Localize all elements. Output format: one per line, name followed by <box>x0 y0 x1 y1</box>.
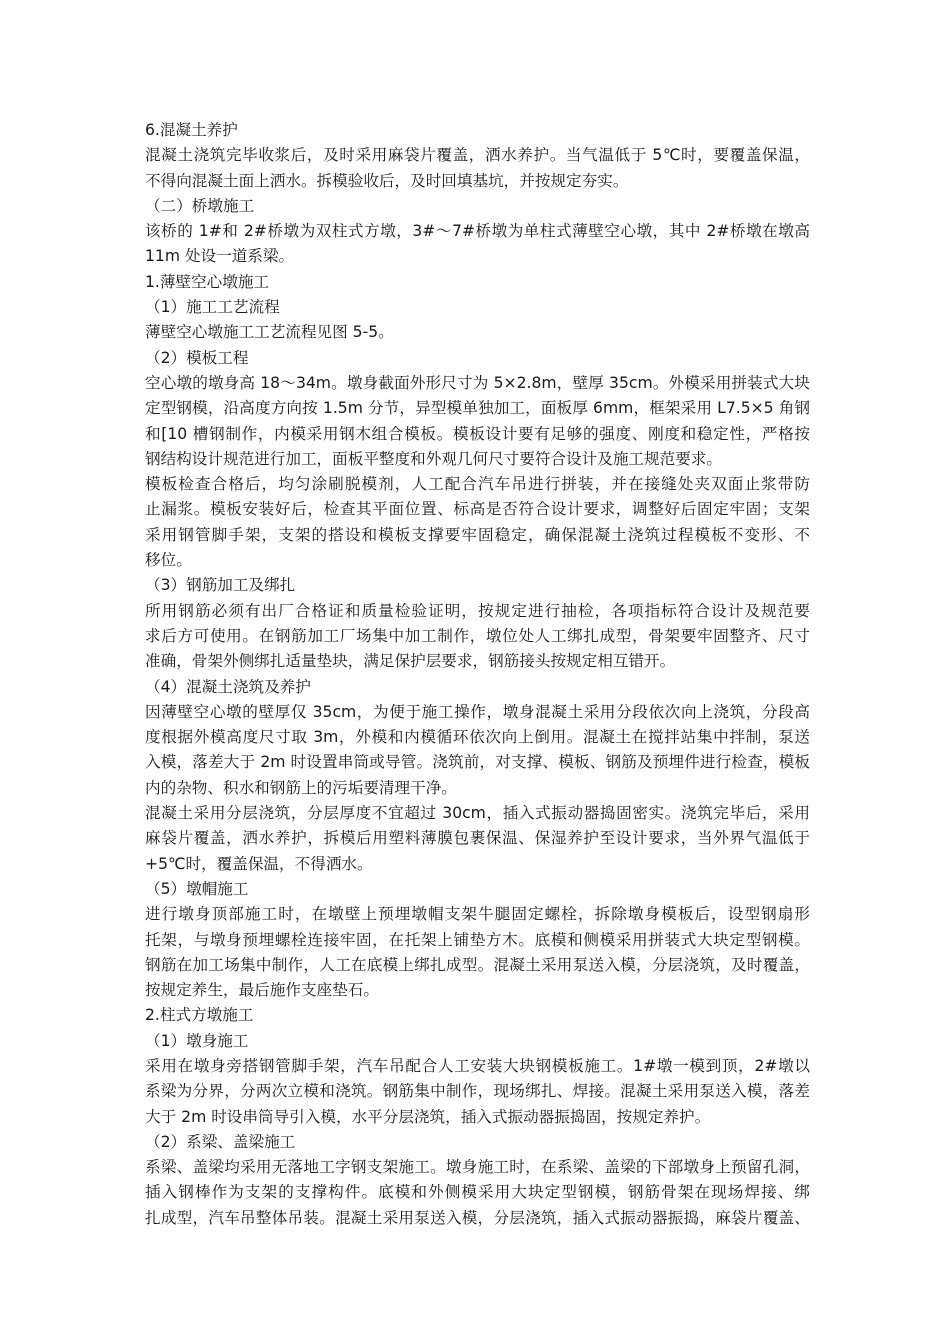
text-line: 大于 2m 时设串筒导引入模，水平分层浇筑，插入式振动器振捣固，按规定养护。 <box>145 1107 711 1126</box>
text-line: 按规定养生，最后施作支座垫石。 <box>145 981 379 1000</box>
text-line: 模板检查合格后，均匀涂刷脱模剂，人工配合汽车吊进行拼装，并在接缝处夹双面止浆带防 <box>145 475 810 494</box>
text-line: +5℃时，覆盖保温，不得洒水。 <box>145 854 373 873</box>
text-line: 所用钢筋必须有出厂合格证和质量检验证明，按规定进行抽检，各项指标符合设计及规范要 <box>145 601 810 620</box>
text-line: （2）系梁、盖梁施工 <box>145 1132 296 1151</box>
text-line: 采用在墩身旁搭钢管脚手架，汽车吊配合人工安装大块钢模板施工。1#墩一模到顶，2#墩以 <box>145 1056 810 1075</box>
text-line: 钢结构设计规范进行加工，面板平整度和外观几何尺寸要符合设计及施工规范要求。 <box>145 449 722 468</box>
text-line: （4）混凝土浇筑及养护 <box>145 677 311 696</box>
text-line: （二）桥墩施工 <box>145 196 255 215</box>
text-line: 1.薄壁空心墩施工 <box>145 272 270 291</box>
text-line: 扎成型，汽车吊整体吊装。混凝土采用泵送入模，分层浇筑，插入式振动器振捣，麻袋片覆盖、 <box>145 1208 810 1227</box>
text-line: （1）施工工艺流程 <box>145 298 280 317</box>
document-body <box>145 118 810 1231</box>
text-line: 6.混凝土养护 <box>145 121 238 139</box>
text-line: 麻袋片覆盖，洒水养护，拆模后用塑料薄膜包裹保温、保湿养护至设计要求，当外界气温低于 <box>145 829 810 848</box>
text-line: 定型钢模，沿高度方向按 1.5m 分节，异型模单独加工，面板厚 6mm，框架采用 L7.5×5 角钢 <box>145 399 810 418</box>
text-line: 钢筋在加工场集中制作，人工在底模上绑扎成型。混凝土采用泵送入模，分层浇筑，及时覆盖， <box>145 955 810 974</box>
text-line: 插入钢棒作为支架的支撑构件。底模和外侧模采用大块定型钢模，钢筋骨架在现场焊接、绑 <box>145 1183 810 1202</box>
text-line: 止漏浆。模板安装好后，检查其平面位置、标高是否符合设计要求，调整好后固定牢固；支架 <box>145 500 810 519</box>
text-line: 托架，与墩身预埋螺栓连接牢固，在托架上铺垫方木。底模和侧模采用拼装式大块定型钢模。 <box>145 930 810 949</box>
text-line: 准确，骨架外侧绑扎适量垫块，满足保护层要求，钢筋接头按规定相互错开。 <box>145 652 676 671</box>
text-line: 混凝土采用分层浇筑，分层厚度不宜超过 30cm，插入式振动器捣固密实。浇筑完毕后，采用 <box>145 804 810 823</box>
text-line: 和[10 槽钢制作，内模采用钢木组合模板。模板设计要有足够的强度、刚度和稳定性，严格按 <box>145 424 810 443</box>
text-line: 11m 处设一道系梁。 <box>145 247 295 266</box>
text-line: 薄壁空心墩施工工艺流程见图 5-5。 <box>145 323 394 342</box>
text-line: 空心墩的墩身高 18～34m。墩身截面外形尺寸为 5×2.8m，壁厚 35cm。外模采用拼装式大块 <box>145 373 810 392</box>
text-line: （3）钢筋加工及绑扎 <box>145 576 296 595</box>
text-line: 2.柱式方墩施工 <box>145 1006 254 1025</box>
text-line: 进行墩身顶部施工时，在墩壁上预埋墩帽支架牛腿固定螺栓，拆除墩身模板后，设型钢扇形 <box>145 905 810 924</box>
text-line: 系梁、盖梁均采用无落地工字钢支架施工。墩身施工时，在系梁、盖梁的下部墩身上预留孔洞， <box>145 1158 810 1177</box>
text-line: 因薄壁空心墩的壁厚仅 35cm，为便于施工操作，墩身混凝土采用分段依次向上浇筑，分段高 <box>145 702 810 721</box>
text-line: 采用钢管脚手架，支架的搭设和模板支撑要牢固稳定，确保混凝土浇筑过程模板不变形、不 <box>145 525 810 544</box>
text-line: （1）墩身施工 <box>145 1031 249 1050</box>
text-line: 移位。 <box>145 551 192 570</box>
text-line: 入模，落差大于 2m 时设置串筒或导管。浇筑前，对支撑、模板、钢筋及预埋件进行检查，模板 <box>145 753 810 772</box>
text-line: （5）墩帽施工 <box>145 879 249 898</box>
text-line: 混凝土浇筑完毕收浆后，及时采用麻袋片覆盖，洒水养护。当气温低于 5℃时，要覆盖保温， <box>145 146 810 165</box>
text-line: 系梁为分界，分两次立模和浇筑。钢筋集中制作，现场绑扎、焊接。混凝土采用泵送入模，落差 <box>145 1082 810 1101</box>
text-line: 求后方可使用。在钢筋加工厂场集中加工制作，墩位处人工绑扎成型，骨架要牢固整齐、尺寸 <box>145 626 810 645</box>
text-line: 内的杂物、积水和钢筋上的污垢要清理干净。 <box>145 778 457 797</box>
text-line: （2）模板工程 <box>145 348 249 367</box>
text-line: 该桥的 1#和 2#桥墩为双柱式方墩，3#～7#桥墩为单柱式薄壁空心墩，其中 2#桥墩在墩高 <box>145 222 810 241</box>
text-line: 不得向混凝土面上洒水。拆模验收后，及时回填基坑，并按规定夯实。 <box>145 171 629 190</box>
text-line: 度根据外模高度尺寸取 3m，外模和内模循环依次向上倒用。混凝土在搅拌站集中拌制，泵送 <box>145 728 810 747</box>
